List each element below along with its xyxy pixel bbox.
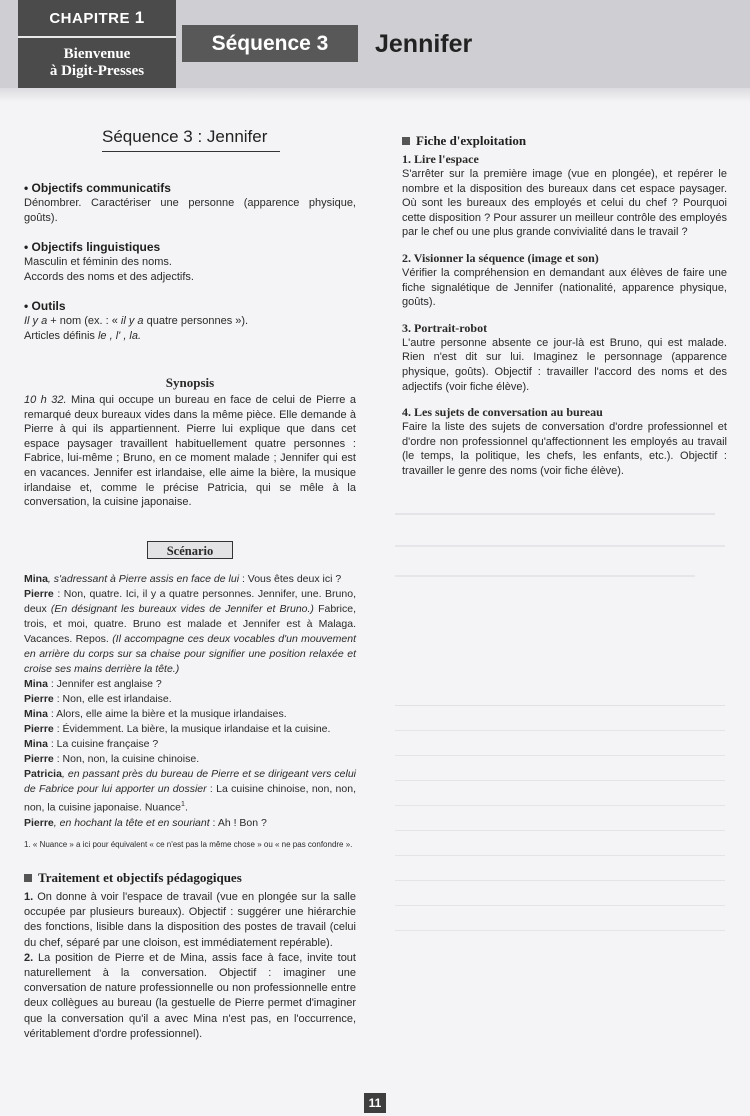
chapter-subtitle-line-1: Bienvenue — [63, 46, 131, 62]
dialogue-line — [24, 572, 356, 587]
dialogue-line — [24, 737, 356, 752]
speaker: Mina — [24, 573, 48, 585]
speaker: Mina — [24, 708, 48, 720]
chapter-number: 1 — [134, 8, 145, 27]
fiche-item-title: 2. Visionner la séquence (image et son) — [402, 250, 599, 265]
sequence-label: Séquence 3 — [182, 25, 358, 62]
dialogue-text: : Alors, elle aime la bière et la musique irlandaises. — [47, 708, 287, 720]
traitement-item-1 — [24, 890, 356, 951]
scenario-title-box — [147, 541, 233, 559]
fiche-item-text: Vérifier la compréhension en demandant aux élèves de faire une fiche signalétique de Jennifer (nationalité, apparence physique, goûts). — [402, 266, 727, 309]
dialogue-text: : Vous êtes deux ici ? — [239, 573, 342, 585]
synopsis-body: Mina qui occupe un bureau en face de celui de Pierre a remarqué deux bureaux vides dans la même pièce. Elle demande à Pierre à qui ils appartiennent. Pierre lui explique que dans cet espace paysager travaillent habituellement quatre personnes : Fabrice, lui-même ; Bruno, en ce moment malade ; Jennifer qui est en vacances. Jennifer est irlandaise, elle aime la bière, la musique irlandaise et, comme le précise Patricia, qui se mêle à la conversation, la cuisine japonaise. — [24, 394, 356, 509]
dialogue-text: : La cuisine française ? — [47, 738, 159, 750]
scenario-title: Scénario — [166, 544, 214, 558]
outils-il-y-a: Il y a — [24, 315, 48, 328]
dialogue-text: : Ah ! Bon ? — [209, 816, 267, 829]
speaker: Mina — [24, 678, 48, 690]
page-number: 11 — [364, 1093, 386, 1113]
outils-title: • Outils — [24, 299, 66, 314]
footnote: 1. « Nuance » a ici pour équivalent « ce n'est pas la même chose » ou « ne pas confondre ». — [24, 839, 353, 849]
chapter-box — [18, 0, 176, 88]
outils-line-2 — [24, 329, 356, 344]
fiche-item-text: S'arrêter sur la première image (vue en plongée), et repérer le nombre et la disposition des bureaux dans cet espace paysager. Où sont les bureaux des employés et celui du chef ? Pourquoi cette disposition ? Pour assurer un meilleur contrôle des employés par le chef ou une plus grande convivialité dans le travail ? — [402, 168, 727, 239]
outils-articles: Articles définis — [24, 329, 98, 342]
fiche-section — [402, 133, 727, 479]
outils-articles-list: le , l' , la. — [97, 329, 142, 342]
dialogue-text: : Jennifer est anglaise ? — [47, 678, 162, 690]
outils-il-y-a-2: il y a — [120, 315, 144, 328]
obj-ling-line-2: Accords des noms et des adjectifs. — [24, 270, 194, 283]
chapter-subtitle-line-2: à Digit-Presses — [49, 63, 145, 79]
dialogue-text: : Non, elle est irlandaise. — [53, 693, 172, 705]
dialogue-text: : Évidemment. La bière, la musique irlandaise et la cuisine. — [53, 723, 331, 735]
outils-text-2: quatre personnes »). — [143, 315, 249, 328]
dialogue-text: . — [184, 801, 188, 814]
fiche-item-text: L'autre personne absente ce jour-là est Bruno, qui est malade. Rien n'est dit sur lui. Imaginez le personnage (apparence physique, goûts). Objectif : travailler l'accord des noms et des adjectifs (voir fiche élève). — [402, 336, 727, 393]
obj-comm-title: • Objectifs communicatifs — [24, 181, 171, 195]
traitement-title-row — [24, 870, 356, 886]
fiche-item-title: 4. Les sujets de conversation au bureau — [402, 405, 603, 420]
stage-direction: , en hochant la tête et en souriant — [53, 816, 210, 829]
section-heading-wrap — [102, 126, 282, 152]
stage-direction: (En désignant les bureaux vides de Jennifer et Bruno.) — [50, 603, 314, 615]
square-bullet-icon — [24, 874, 32, 882]
traitement-title: Traitement et objectifs pédagogiques — [38, 870, 242, 885]
fiche-item-1 — [402, 152, 727, 240]
fiche-title-row — [402, 133, 727, 149]
fiche-title: Fiche d'exploitation — [416, 133, 527, 148]
footnote-marker: 1 — [181, 801, 185, 808]
square-bullet-icon — [402, 137, 410, 145]
dialogue-line — [24, 722, 356, 737]
fiche-item-2 — [402, 251, 727, 310]
dialogue-line — [24, 767, 356, 816]
synopsis-section — [24, 375, 356, 510]
synopsis-title: Synopsis — [165, 375, 215, 390]
fiche-item-title: 3. Portrait-robot — [402, 320, 488, 335]
dialogue-line — [24, 707, 356, 722]
chapter-label — [18, 0, 176, 38]
synopsis-time: 10 h 32. — [24, 394, 67, 406]
dialogue-text: : Non, non, la cuisine chinoise. — [53, 753, 200, 765]
stage-direction: , en passant près du bureau de Pierre et se dirigeant vers celui de Fabrice pour lui apporter un dossier — [24, 768, 356, 795]
dialogue-line — [24, 692, 356, 707]
obj-ling-line-1: Masculin et féminin des noms. — [24, 256, 172, 269]
dialogue-line — [24, 677, 356, 692]
dialogue-text: : Non, quatre. Ici, il y a quatre personnes. Jennifer, une. Bruno, deux — [24, 588, 356, 615]
stage-direction: (Il accompagne ces deux vocables d'un mouvement en arrière du corps sur sa chaise pour signifier une position relaxée et croise ses mains derrière la tête.) — [24, 633, 356, 675]
dialogue-text: : La cuisine chinoise, non, non, non, la cuisine japonaise. Nuance — [24, 783, 356, 814]
dialogue-line — [24, 587, 356, 677]
item-number: 1. — [24, 891, 34, 903]
fiche-item-4 — [402, 405, 727, 478]
speaker: Mina — [24, 738, 48, 750]
traitement-section — [24, 870, 356, 1042]
header-shadow — [0, 88, 750, 102]
outils-text-1: + nom (ex. : « — [47, 315, 121, 328]
dialogue-text: Fabrice, trois, et moi, quatre. Bruno est malade et Jennifer est à Malaga. Vacances. Repos. — [24, 603, 356, 645]
speaker: Pierre — [24, 588, 54, 600]
page-title: Jennifer — [375, 30, 473, 58]
stage-direction: , s'adressant à Pierre assis en face de lui — [47, 573, 240, 585]
speaker: Pierre — [24, 816, 54, 829]
item-text: On donne à voir l'espace de travail (vue en plongée sur la salle occupée par plusieurs bureaux). Objectif : suggérer une hiérarchie des fonctions, lisible dans la disposition des postes de travail (celui du chef, séparé par une cloison, est immédiatement repérable). — [24, 891, 356, 949]
item-text: La position de Pierre et de Mina, assis face à face, invite tout naturellement à la conversation. Objectif : imaginer une conversation de nature professionnelle ou non professionnelle entre deux collègues au bureau (la gestuelle de Pierre permet d'imaginer que la conversation qu'il a avec Mina n'est pas, en l'occurrence, véritablement d'ordre professionnel). — [24, 951, 356, 1040]
dialogue-line — [24, 752, 356, 767]
synopsis-text — [24, 393, 356, 510]
speaker: Patricia — [24, 768, 62, 780]
scenario-dialogue — [24, 572, 356, 850]
dialogue-line — [24, 816, 356, 831]
left-column-top — [24, 181, 356, 344]
fiche-item-title: 1. Lire l'espace — [402, 152, 479, 166]
chapter-subtitle — [18, 38, 176, 80]
bleed-through-area — [395, 505, 725, 975]
traitement-item-2 — [24, 951, 356, 1042]
fiche-item-text: Faire la liste des sujets de conversation d'ordre professionnel et d'ordre non professionnel qu'affectionnent les employés au travail (le temps, la politique, les chefs, les enfants, etc.). Objectif : travailler le genre des noms (voir fiche élève). — [402, 421, 727, 477]
item-number: 2. — [24, 951, 34, 964]
heading-underline — [102, 151, 280, 152]
section-heading: Séquence 3 : Jennifer — [102, 127, 268, 146]
speaker: Pierre — [24, 753, 54, 765]
outils-line-1 — [24, 314, 356, 329]
fiche-item-3 — [402, 321, 727, 394]
speaker: Pierre — [24, 723, 54, 735]
obj-ling-title: • Objectifs linguistiques — [24, 240, 161, 255]
obj-comm-text: Dénombrer. Caractériser une personne (apparence physique, goûts). — [24, 197, 356, 224]
chapter-word: CHAPITRE — [49, 10, 131, 27]
speaker: Pierre — [24, 693, 54, 705]
